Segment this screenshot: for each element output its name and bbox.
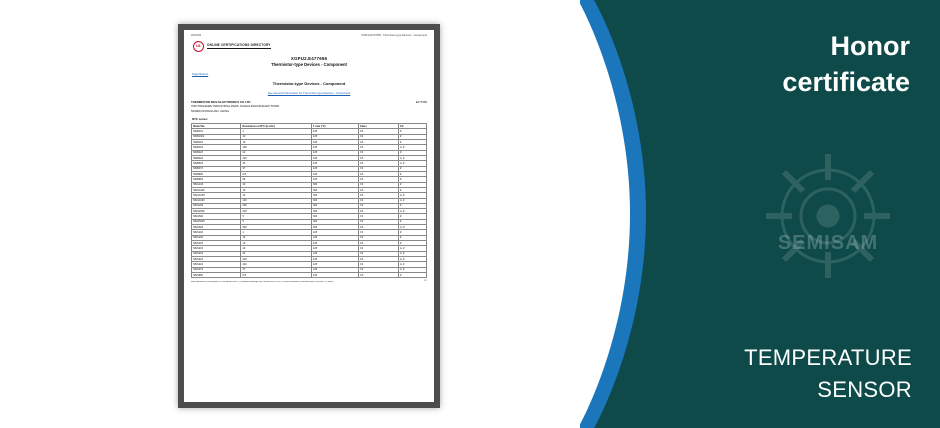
cell-model: MNB104 [192,145,241,150]
column-header-model: Model No. [192,124,241,129]
cell-tmax: 125 [311,177,358,182]
cell-class: C3 [358,156,398,161]
cell-tmax: 300 [311,225,358,230]
cell-ca: # [398,235,426,240]
cell-ca: A, # [398,145,426,150]
cell-tmax: 125 [311,262,358,267]
cell-ca: # [398,219,426,224]
cell-model: MNG502 [192,214,241,219]
general-information-link[interactable]: See General Information for Thermistor-type Devices - Component [267,91,351,96]
cell-ca: A, # [398,246,426,251]
promo-heading [610,28,910,101]
cell-resistance: 10 [241,182,312,187]
cell-class: C3 [358,267,398,272]
cell-ca: # [398,230,426,235]
cell-class: C3 [358,177,398,182]
cell-model: MNG103F [192,187,241,192]
ul-directory-header [193,41,427,52]
cell-model: MNG103 [192,182,241,187]
cell-resistance: 100 [241,145,312,150]
promo-subheading-line1: TEMPERATURE [744,345,912,371]
promo-heading-line1: Honor [830,31,910,61]
cell-ca: A, # [398,161,426,166]
cell-class: C4 [358,187,398,192]
print-header-title: XGPU2.E477656 - Thermistor-type Devices - Component [361,34,427,37]
cell-ca: # [398,187,426,192]
cell-resistance: 20 [241,246,312,251]
cell-model: MNS682 [192,272,241,277]
watermark-text: SEMISAM [777,232,879,254]
cell-class: C4 [358,209,398,214]
cell-class: C3 [358,272,398,277]
column-header-class: Class [358,124,398,129]
cell-resistance: 10 [241,134,312,139]
cell-model: MNG103H [192,193,241,198]
cell-model: MNG204F [192,209,241,214]
cell-model: MNB473 [192,166,241,171]
company-address-line2: 523000 DONGGUAN, CHINA [191,108,230,113]
cell-class: C4 [358,262,398,267]
cell-model: MNS203 [192,246,241,251]
cell-class: C3 [358,203,398,208]
cell-ca: A, # [398,267,426,272]
cell-resistance: 200 [241,203,312,208]
cell-ca: # [398,272,426,277]
cell-ca: # [398,150,426,155]
cell-tmax: 125 [311,145,358,150]
cell-tmax: 300 [311,219,358,224]
cell-resistance: 10 [241,140,312,145]
cell-model: MNB683 [192,177,241,182]
cell-tmax: 125 [311,256,358,261]
cell-resistance: 33 [241,161,312,166]
column-header-resistance: Resistance at 25°C (k ohm) [241,124,312,129]
cell-resistance: 220 [241,156,312,161]
cell-tmax: 125 [311,140,358,145]
document-page [184,30,434,402]
cell-model: MNG504 [192,225,241,230]
cell-class: C3 [358,166,398,171]
cell-tmax: 125 [311,267,358,272]
cell-class: C2 [358,225,398,230]
cell-tmax: 300 [311,193,358,198]
promo-content [580,0,940,428]
cell-resistance: 47 [241,166,312,171]
cell-tmax: 300 [311,182,358,187]
cell-resistance: 6.8 [241,171,312,176]
cell-model: MNS103 [192,235,241,240]
cell-resistance: 10 [241,241,312,246]
cell-resistance: 10 [241,187,312,192]
cell-tmax: 300 [311,214,358,219]
cell-model: MNB101 [192,129,241,134]
company-address-line1: XINYONGSHEN INDUSTRIAL PARK, DASHA DALINGSHAN TOWN [191,104,280,109]
cell-tmax: 125 [311,230,358,235]
ntc-series-label: NTC series: [192,117,209,122]
cell-class: C4 [358,241,398,246]
specification-table [191,123,427,278]
cell-model: MNG204 [192,203,241,208]
cell-ca: A, # [398,251,426,256]
company-address [191,100,279,113]
cell-ca: C, # [398,225,426,230]
document-category: Thermistor-type Devices - Component [271,62,347,68]
ul-logo-icon: UL [193,41,204,52]
cell-class: C4 [358,134,398,139]
company-block [191,100,427,113]
print-header-date: 2016/2/6 [191,34,202,37]
cell-tmax: 300 [311,209,358,214]
cell-tmax: 125 [311,235,358,240]
document-frame [178,24,440,408]
cell-tmax: 300 [311,187,358,192]
cell-resistance: 220 [241,262,312,267]
company-name: THERMISTOR-MOV ELECTRONICS CO LTD [191,100,251,105]
promo-subheading-line2: SENSOR [817,377,912,403]
cell-model: MNS103 [192,241,241,246]
cell-model: MNG502F [192,219,241,224]
cell-resistance: 1 [241,129,312,134]
cell-tmax: 125 [311,251,358,256]
cell-ca: # [398,214,426,219]
cell-model: MNB682 [192,171,241,176]
cell-tmax: 300 [311,198,358,203]
cell-ca: # [398,129,426,134]
cell-class: C4 [358,251,398,256]
cell-class: C4 [358,140,398,145]
table-row [192,272,427,277]
cell-resistance: 68 [241,177,312,182]
cell-class: C3 [358,150,398,155]
ul-directory-title: ONLINE CERTIFICATIONS DIRECTORY [207,43,271,48]
cell-tmax: 125 [311,156,358,161]
cell-resistance: 6.8 [241,272,312,277]
cell-ca: A, # [398,193,426,198]
cell-resistance: 10 [241,193,312,198]
cell-tmax: 125 [311,134,358,139]
cell-class: C4 [358,193,398,198]
cell-resistance: 47 [241,267,312,272]
cell-class: C3 [358,219,398,224]
page-bottom-link[interactable]: Page Bottom [192,72,209,77]
cell-model: MNB224 [192,156,241,161]
section-heading: Thermistor-type Devices - Component [272,81,346,87]
cell-class: C3 [358,235,398,240]
cell-class: C4 [358,129,398,134]
promo-heading-line2: certificate [782,67,910,98]
cell-model: MNB103 [192,140,241,145]
column-header-tmax: T max (°C) [311,124,358,129]
cell-model: MNB1002 [192,134,241,139]
cell-resistance: 1 [241,230,312,235]
cell-ca: A, # [398,262,426,267]
cell-class: C4 [358,171,398,176]
cell-ca: # [398,203,426,208]
cell-ca: A, # [398,209,426,214]
promo-subheading [602,342,912,406]
cell-ca: # [398,177,426,182]
cell-class: C3 [358,182,398,187]
cell-resistance: 220 [241,256,312,261]
promo-panel [580,0,940,428]
column-header-ca: CA [398,124,426,129]
document-footer [191,278,427,284]
cell-tmax: 125 [311,171,358,176]
cell-model: MNB223 [192,150,241,155]
cell-class: C3 [358,145,398,150]
cell-class: C3 [358,214,398,219]
document-title-block [191,56,427,68]
document-file-code: XGPU2.E477656 [290,55,328,61]
cell-tmax: 125 [311,129,358,134]
cell-model: MNG104F [192,198,241,203]
cell-resistance: 22 [241,150,312,155]
cell-resistance: 5 [241,219,312,224]
cell-class: C2 [358,256,398,261]
cell-ca: # [398,171,426,176]
cell-ca: # [398,166,426,171]
cell-model: MNS102 [192,230,241,235]
cell-ca: A, # [398,198,426,203]
footer-page-number: 1/2 [424,279,427,282]
cell-class: C3 [358,230,398,235]
cell-tmax: 300 [311,203,358,208]
cell-model: MNS224 [192,262,241,267]
footer-url: http://database.ul.com/cgi-bin/XYV/template/LISEXT/1FRAME/showpage.html?name=XGPU2,E477656&ccnshorttitle=Thermistor-type+Devices+-+Compo... [191,281,335,284]
cell-tmax: 125 [311,241,358,246]
cell-resistance: 100 [241,198,312,203]
cell-resistance: 5 [241,214,312,219]
file-number: E477656 [415,100,427,105]
cell-tmax: 125 [311,150,358,155]
cell-model: MNS223 [192,251,241,256]
cell-tmax: 125 [311,246,358,251]
specification-table-body [192,129,427,278]
cell-ca: # [398,140,426,145]
cell-class: C4 [358,198,398,203]
cell-tmax: 125 [311,161,358,166]
cell-model: MNB333 [192,161,241,166]
cell-ca: # [398,241,426,246]
cell-tmax: 125 [311,272,358,277]
cell-ca: # [398,134,426,139]
cell-model: MNS473 [192,267,241,272]
cell-ca: A, # [398,156,426,161]
browser-print-header [191,35,427,38]
cell-resistance: 200 [241,209,312,214]
cell-model: MNS224 [192,256,241,261]
cell-resistance: 10 [241,235,312,240]
cell-resistance: 500 [241,225,312,230]
cell-ca: # [398,182,426,187]
cell-class: C4 [358,246,398,251]
cell-tmax: 125 [311,166,358,171]
cell-resistance: 22 [241,251,312,256]
cell-ca: A, # [398,256,426,261]
cell-class: C2 [358,161,398,166]
